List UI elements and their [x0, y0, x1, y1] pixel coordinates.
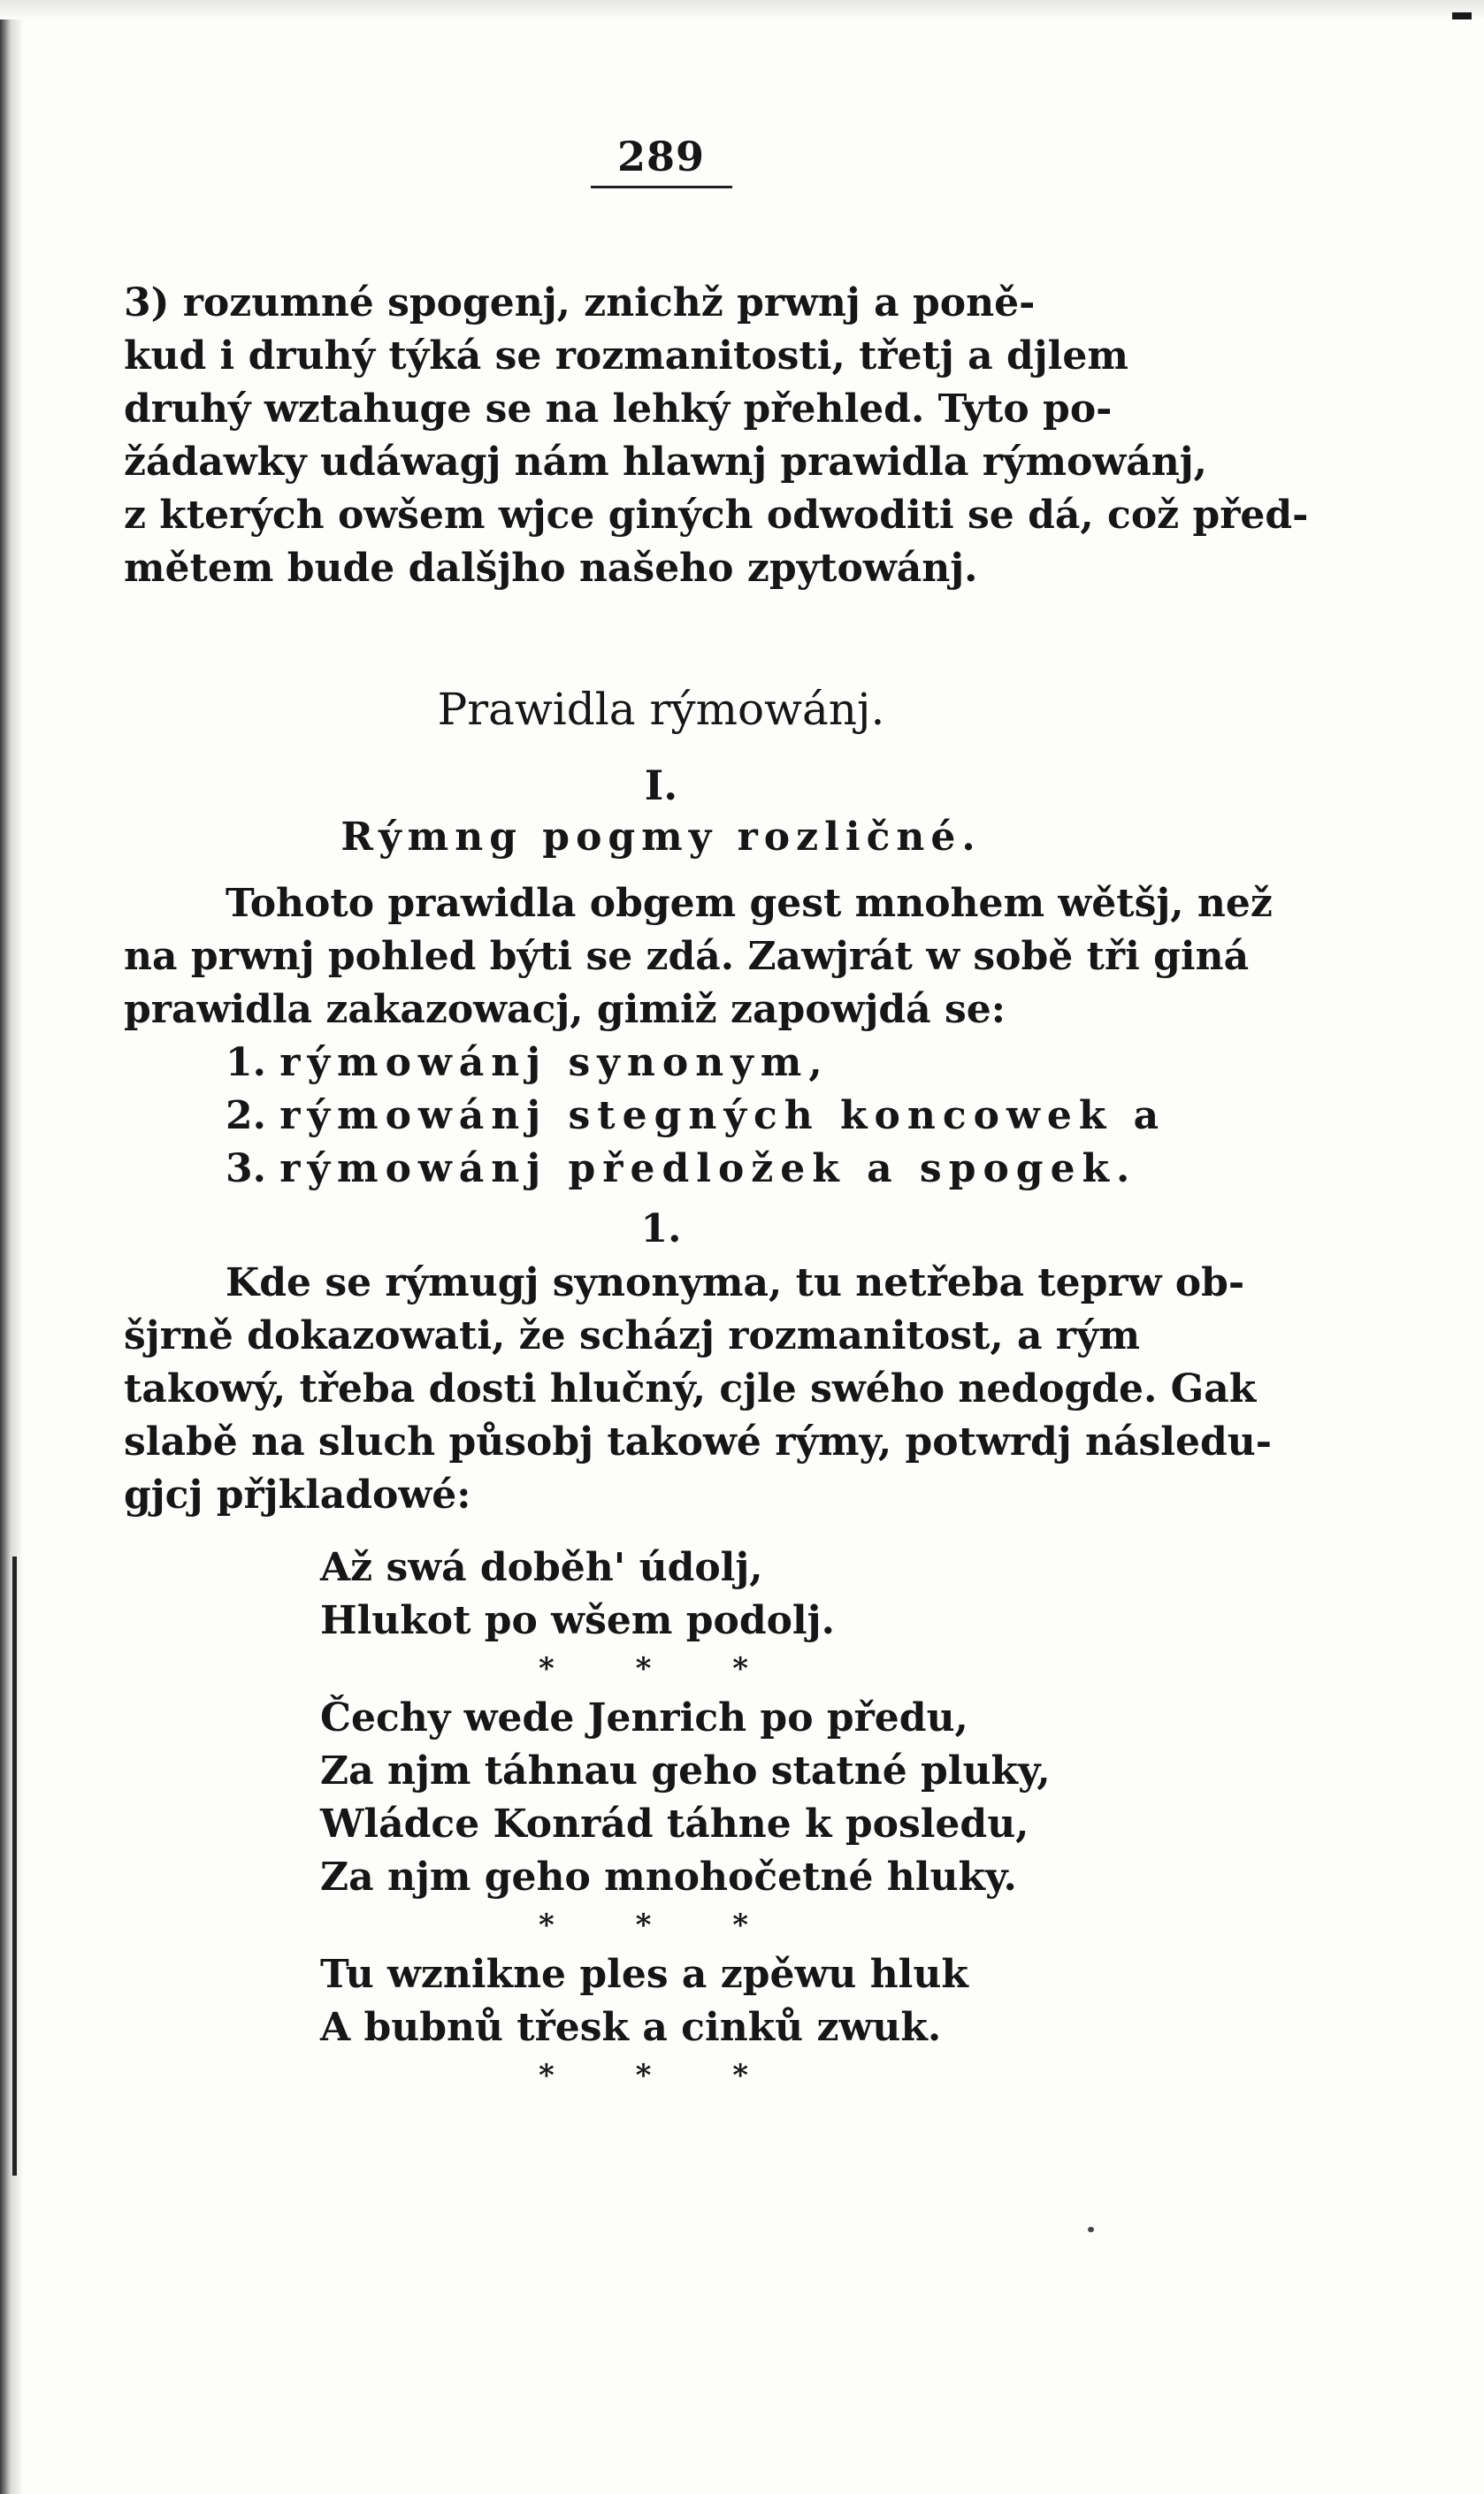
list-number: 3.	[226, 1146, 266, 1191]
rule-paragraph-continued	[124, 930, 1250, 1037]
intro-line: kud i druhý týká se rozmanitosti, třetj a djlem	[124, 333, 1128, 379]
page-number: 289	[591, 133, 732, 188]
rule-list-item	[226, 1143, 1198, 1196]
verse-line: Čechy wede Jenrich po předu,	[320, 1695, 968, 1740]
list-text: rýmowánj synonym,	[279, 1040, 830, 1085]
section-title: Prawidla rýmowánj.	[437, 684, 885, 735]
synonym-line: takowý, třeba dosti hlučný, cjle swého nedogde. Gak	[124, 1366, 1257, 1411]
binding-shadow	[12, 1557, 17, 2176]
verse-line: Až swá doběh' údolj,	[320, 1545, 763, 1590]
list-text: rýmowánj stegných koncowek a	[279, 1093, 1167, 1138]
ink-spot	[1088, 2227, 1094, 2232]
separator-asterisks: * * *	[538, 1908, 784, 1943]
section-subtitle: Rýmng pogmy rozličné.	[340, 815, 982, 860]
rule-line: prawidla zakazowacj, gimiž zapowjdá se:	[124, 987, 1006, 1032]
synonym-paragraph-continued	[124, 1310, 1272, 1522]
verse-line: Wládce Konrád táhne k posledu,	[320, 1802, 1029, 1847]
separator-asterisks: * * *	[538, 1651, 784, 1687]
intro-line: druhý wztahuge se na lehký přehled. Tyto po-	[124, 386, 1113, 432]
example-verse	[320, 1692, 1198, 1904]
verse-line: Tu wznikne ples a zpěwu hluk	[320, 1952, 968, 1997]
page-binding-edge	[0, 0, 23, 2494]
list-number: 2.	[226, 1093, 266, 1138]
intro-line: z kterých owšem wjce giných odwoditi se dá, což před-	[124, 493, 1309, 538]
book-page	[124, 133, 1309, 2099]
synonym-line: Kde se rýmugj synonyma, tu netřeba teprw ob-	[226, 1260, 1245, 1305]
intro-line: 3) rozumné spogenj, znichž prwnj a poně-	[124, 280, 1036, 325]
rule-list-item	[226, 1037, 1198, 1090]
example-verse	[320, 1542, 1198, 1648]
list-number: 1.	[226, 1040, 266, 1085]
subsection-numeral: 1.	[640, 1206, 682, 1251]
page-top-edge	[0, 0, 1484, 19]
verse-line: A bubnů třesk a cinků zwuk.	[320, 2005, 942, 2050]
verse-line: Za njm táhnau geho statné pluky,	[320, 1748, 1051, 1794]
synonym-line: šjrně dokazowati, že scházj rozmanitost, a rým	[124, 1313, 1141, 1358]
rule-line: na prwnj pohled býti se zdá. Zawjrát w sobě tři giná	[124, 934, 1250, 979]
intro-line: žádawky udáwagj nám hlawnj prawidla rýmowánj,	[124, 440, 1207, 485]
intro-line: mětem bude dalšjho našeho zpytowánj.	[124, 546, 978, 591]
verse-line: Za njm geho mnohočetné hluky.	[320, 1855, 1017, 1900]
corner-scan-mark	[1452, 12, 1472, 19]
synonym-line: gjcj přjkladowé:	[124, 1473, 471, 1518]
rule-list	[226, 1037, 1198, 1196]
separator-asterisks: * * *	[538, 2058, 784, 2093]
intro-paragraph	[124, 277, 1309, 595]
section-numeral: I.	[644, 761, 678, 809]
example-verse	[320, 1948, 1198, 2054]
synonym-line: slabě na sluch působj takowé rýmy, potwrdj následu-	[124, 1419, 1272, 1465]
verse-line: Hlukot po wšem podolj.	[320, 1598, 835, 1643]
synonym-paragraph	[124, 1257, 1245, 1310]
rule-paragraph	[124, 877, 1273, 930]
rule-list-item	[226, 1090, 1198, 1143]
rule-line: Tohoto prawidla obgem gest mnohem wětšj, než	[226, 881, 1273, 926]
list-text: rýmowánj předložek a spogek.	[279, 1146, 1137, 1191]
